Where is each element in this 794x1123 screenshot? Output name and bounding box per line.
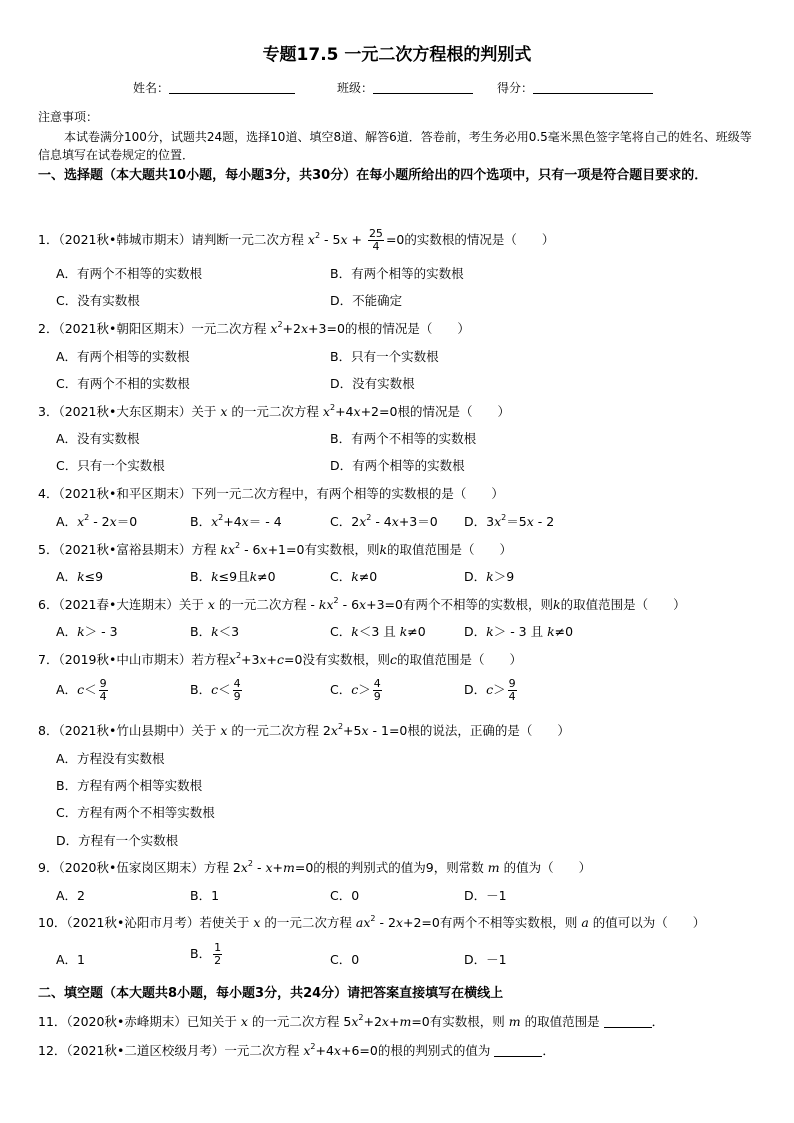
q1-option-c[interactable]: C．没有实数根 <box>56 293 140 308</box>
section-choice-heading: 一、选择题（本大题共10小题，每小题3分，共30分）在每小题所给出的四个选项中，只有一项是符合题目要求的． <box>38 168 708 183</box>
q6-option-b[interactable]: B．k＜3 <box>190 624 240 639</box>
class-field[interactable]: 班级： <box>337 79 473 96</box>
q10-option-a[interactable]: A．1 <box>56 952 86 967</box>
question-12: 12．（2021秋•二道区校级月考）一元二次方程 $x^2+4x+6=0$的根的判别式的值为 ． <box>38 1042 555 1058</box>
question-2: 2．（2021秋•朝阳区期末）一元二次方程 $x^2+2x+3=0$的根的情况是（ ） <box>38 320 470 336</box>
question-5: 5．（2021秋•富裕县期末）方程 $kx^2 - 6x+1=0$有实数根，则k的取值范围是（ ） <box>38 541 513 557</box>
q4-option-a[interactable]: A．$x^2 - 2x=0$ <box>56 513 138 529</box>
q9-option-d[interactable]: D．－1 <box>464 888 507 903</box>
question-4: 4．（2021秋•和平区期末）下列一元二次方程中，有两个相等的实数根的是（ ） <box>38 486 504 501</box>
question-10: 10．（2021秋•沁阳市月考）若使关于 x 的一元二次方程 $ax^2 - 2x+2=0$有两个不相等实数根，则 a 的值可以为（ ） <box>38 914 706 930</box>
section-fill-heading: 二、填空题（本大题共8小题，每小题3分，共24分）请把答案直接填写在横线上 <box>38 986 504 1001</box>
q8-option-c[interactable]: C．方程有两个不相等实数根 <box>56 805 215 820</box>
page-title: 专题17.5 一元二次方程根的判别式 <box>262 45 532 65</box>
question-11: 11．（2020秋•赤峰期末）已知关于 x 的一元二次方程 $5x^2+2x+m=0$有实数根，则 m 的取值范围是 ． <box>38 1013 665 1029</box>
q5-option-c[interactable]: C．k≠0 <box>330 569 378 584</box>
notice-heading: 注意事项： <box>38 110 99 124</box>
q7-option-c[interactable]: C．c＞ $\frac{4}{9}$ <box>330 677 381 703</box>
name-field[interactable]: 姓名： <box>133 79 295 96</box>
score-field[interactable]: 得分： <box>497 79 653 96</box>
q6-option-d[interactable]: D．k＞ - 3 且 k≠0 <box>464 624 574 639</box>
q5-option-d[interactable]: D．k＞9 <box>464 569 515 584</box>
q6-option-c[interactable]: C．k＜3 且 k≠0 <box>330 624 426 639</box>
q3-option-a[interactable]: A．没有实数根 <box>56 431 140 446</box>
answer-blank[interactable] <box>604 1015 652 1028</box>
q4-option-b[interactable]: B．$x^2+4x= - 4$ <box>190 513 282 529</box>
q2-option-d[interactable]: D．没有实数根 <box>330 376 415 391</box>
q1-option-b[interactable]: B．有两个相等的实数根 <box>330 266 464 281</box>
q4-option-c[interactable]: C．$2x^2 - 4x+3=0$ <box>330 513 438 529</box>
q7-option-b[interactable]: B．c＜ $\frac{4}{9}$ <box>190 677 241 703</box>
q8-option-b[interactable]: B．方程有两个相等实数根 <box>56 778 203 793</box>
q3-option-d[interactable]: D．有两个相等的实数根 <box>330 458 465 473</box>
q8-option-d[interactable]: D．方程有一个实数根 <box>56 833 179 848</box>
answer-blank[interactable] <box>494 1044 542 1057</box>
q6-option-a[interactable]: A．k＞ - 3 <box>56 624 118 639</box>
q5-option-a[interactable]: A．k≤9 <box>56 569 104 584</box>
q2-option-c[interactable]: C．有两个不相的实数根 <box>56 376 190 391</box>
q3-option-c[interactable]: C．只有一个实数根 <box>56 458 165 473</box>
q7-option-d[interactable]: D．c＞ $\frac{9}{4}$ <box>464 677 516 703</box>
fraction: $\frac{25}{4}$ <box>368 227 383 253</box>
q9-option-b[interactable]: B．1 <box>190 888 220 903</box>
q1-option-a[interactable]: A．有两个不相等的实数根 <box>56 266 203 281</box>
question-1: 1．（2021秋•韩城市期末）请判断一元二次方程 $x^2 - 5x$ + $\frac{25}{4}$ =0的实数根的情况是（ ） <box>38 227 555 253</box>
q8-option-a[interactable]: A．方程没有实数根 <box>56 751 165 766</box>
q2-option-a[interactable]: A．有两个相等的实数根 <box>56 349 190 364</box>
q7-option-a[interactable]: A．c＜ $\frac{9}{4}$ <box>56 677 107 703</box>
question-6: 6．（2021春•大连期末）关于 x 的一元二次方程 - $kx^2 - 6x+3=0$有两个不相等的实数根，则k的取值范围是（ ） <box>38 596 686 612</box>
q10-option-b[interactable]: B． $\frac{1}{2}$ <box>190 941 222 967</box>
q2-option-b[interactable]: B．只有一个实数根 <box>330 349 439 364</box>
q10-option-d[interactable]: D．－1 <box>464 952 507 967</box>
question-3: 3．（2021秋•大东区期末）关于 x 的一元二次方程 $x^2+4x+2=0$根的情况是（ ） <box>38 403 510 419</box>
q1-option-d[interactable]: D．不能确定 <box>330 293 403 308</box>
question-9: 9．（2020秋•伍家岗区期末）方程 $2x^2 - x+m=0$的根的判别式的值为9，则常数 m 的值为（ ） <box>38 859 592 875</box>
q9-option-c[interactable]: C．0 <box>330 888 360 903</box>
q9-option-a[interactable]: A．2 <box>56 888 86 903</box>
q4-option-d[interactable]: D．$3x^2=5x - 2$ <box>464 513 555 529</box>
question-8: 8．（2021秋•竹山县期中）关于 x 的一元二次方程 $2x^2+5x - 1=0$根的说法，正确的是（ ） <box>38 722 570 738</box>
q3-option-b[interactable]: B．有两个不相等的实数根 <box>330 431 477 446</box>
q5-option-b[interactable]: B．k≤9且k≠0 <box>190 569 276 584</box>
question-7: 7．（2019秋•中山市期末）若方程$x^2+3x+c=0$没有实数根，则c的取值范围是（ ） <box>38 651 523 667</box>
notice-body: 本试卷满分100分，试题共24题，选择10道、填空8道、解答6道．答卷前，考生务必用0.5毫米黑色签字笔将自己的姓名、班级等信息填写在试卷规定的位置． <box>38 130 752 162</box>
q10-option-c[interactable]: C．0 <box>330 952 360 967</box>
